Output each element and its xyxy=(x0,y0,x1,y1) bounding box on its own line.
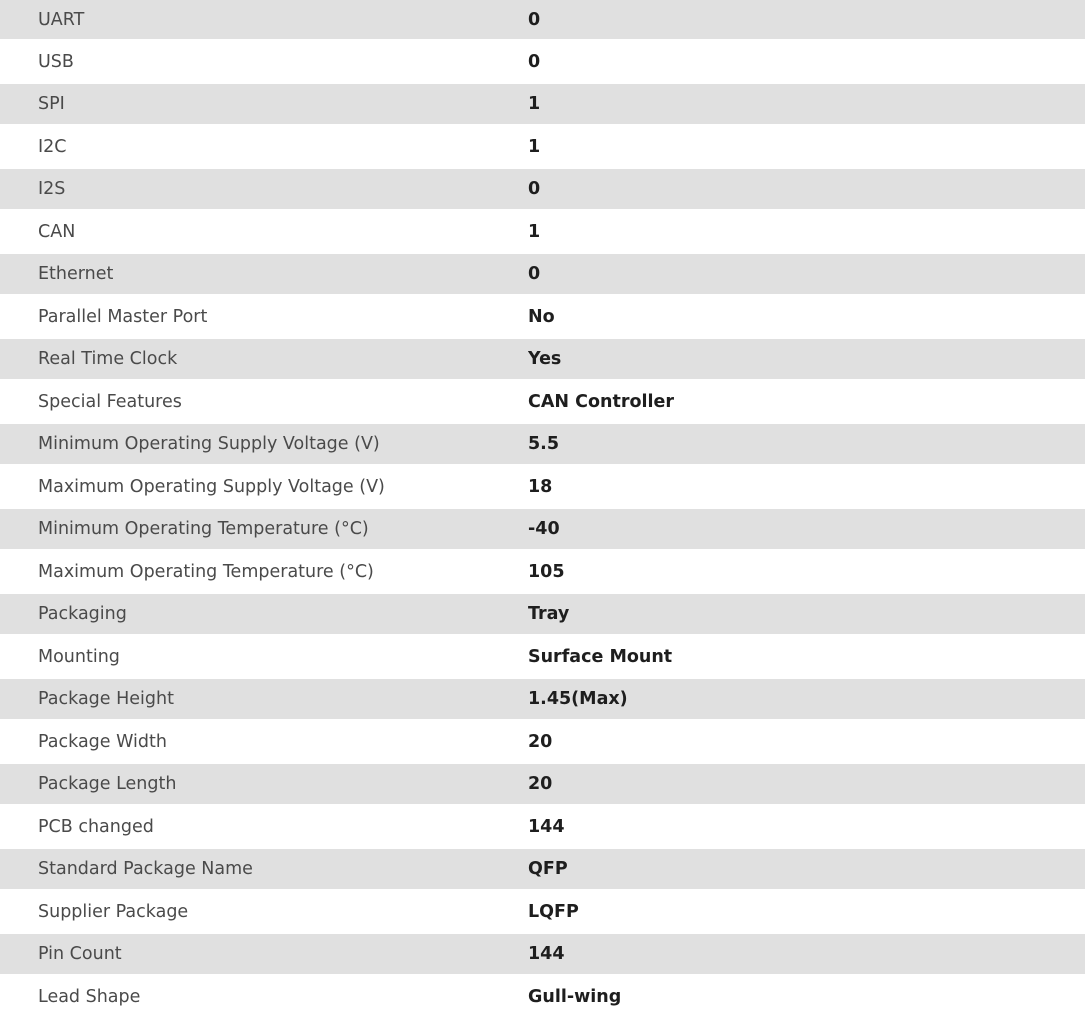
spec-row-standard-package-name xyxy=(0,849,1085,889)
spec-row-packaging xyxy=(0,594,1085,634)
spec-value: Surface Mount xyxy=(528,634,1085,679)
spec-label: Minimum Operating Temperature (°C) xyxy=(0,509,528,549)
spec-row-parallel-master-port xyxy=(0,294,1085,339)
spec-label: Lead Shape xyxy=(0,974,528,1019)
spec-row-i2s xyxy=(0,169,1085,209)
spec-value: Tray xyxy=(528,594,1085,634)
spec-value: 20 xyxy=(528,764,1085,804)
spec-label: I2S xyxy=(0,169,528,209)
spec-label: Package Length xyxy=(0,764,528,804)
spec-label: SPI xyxy=(0,84,528,124)
spec-value: 1 xyxy=(528,124,1085,169)
spec-row-max-supply-voltage xyxy=(0,464,1085,509)
spec-label: Supplier Package xyxy=(0,889,528,934)
spec-row-i2c xyxy=(0,124,1085,169)
spec-value: 0 xyxy=(528,39,1085,84)
spec-value: Yes xyxy=(528,339,1085,379)
spec-row-spi xyxy=(0,84,1085,124)
spec-value: -40 xyxy=(528,509,1085,549)
spec-label: Real Time Clock xyxy=(0,339,528,379)
spec-value: LQFP xyxy=(528,889,1085,934)
spec-row-min-operating-temperature xyxy=(0,509,1085,549)
spec-row-supplier-package xyxy=(0,889,1085,934)
spec-value: QFP xyxy=(528,849,1085,889)
spec-row-pin-count xyxy=(0,934,1085,974)
spec-value: 18 xyxy=(528,464,1085,509)
spec-label: Parallel Master Port xyxy=(0,294,528,339)
spec-value: CAN Controller xyxy=(528,379,1085,424)
spec-row-pcb-changed xyxy=(0,804,1085,849)
spec-row-package-length xyxy=(0,764,1085,804)
spec-row-min-supply-voltage xyxy=(0,424,1085,464)
spec-value: 144 xyxy=(528,934,1085,974)
spec-value: 105 xyxy=(528,549,1085,594)
spec-label: Standard Package Name xyxy=(0,849,528,889)
spec-label: Special Features xyxy=(0,379,528,424)
spec-label: Ethernet xyxy=(0,254,528,294)
spec-value: 0 xyxy=(528,169,1085,209)
spec-value: No xyxy=(528,294,1085,339)
spec-row-uart xyxy=(0,0,1085,39)
spec-row-package-height xyxy=(0,679,1085,719)
spec-value: Gull-wing xyxy=(528,974,1085,1019)
spec-value: 20 xyxy=(528,719,1085,764)
spec-row-special-features xyxy=(0,379,1085,424)
spec-label: PCB changed xyxy=(0,804,528,849)
spec-label: UART xyxy=(0,0,528,39)
spec-row-can xyxy=(0,209,1085,254)
spec-label: Mounting xyxy=(0,634,528,679)
spec-label: I2C xyxy=(0,124,528,169)
spec-label: Minimum Operating Supply Voltage (V) xyxy=(0,424,528,464)
spec-label: Package Width xyxy=(0,719,528,764)
spec-row-package-width xyxy=(0,719,1085,764)
spec-value: 1.45(Max) xyxy=(528,679,1085,719)
spec-label: Pin Count xyxy=(0,934,528,974)
spec-label: Package Height xyxy=(0,679,528,719)
spec-label: Maximum Operating Supply Voltage (V) xyxy=(0,464,528,509)
spec-value: 144 xyxy=(528,804,1085,849)
spec-value: 1 xyxy=(528,209,1085,254)
spec-row-ethernet xyxy=(0,254,1085,294)
spec-value: 0 xyxy=(528,0,1085,39)
spec-row-mounting xyxy=(0,634,1085,679)
spec-value: 5.5 xyxy=(528,424,1085,464)
spec-label: USB xyxy=(0,39,528,84)
spec-value: 1 xyxy=(528,84,1085,124)
spec-label: Packaging xyxy=(0,594,528,634)
spec-label: CAN xyxy=(0,209,528,254)
spec-label: Maximum Operating Temperature (°C) xyxy=(0,549,528,594)
spec-row-real-time-clock xyxy=(0,339,1085,379)
spec-row-lead-shape xyxy=(0,974,1085,1019)
spec-row-usb xyxy=(0,39,1085,84)
spec-row-max-operating-temperature xyxy=(0,549,1085,594)
spec-value: 0 xyxy=(528,254,1085,294)
